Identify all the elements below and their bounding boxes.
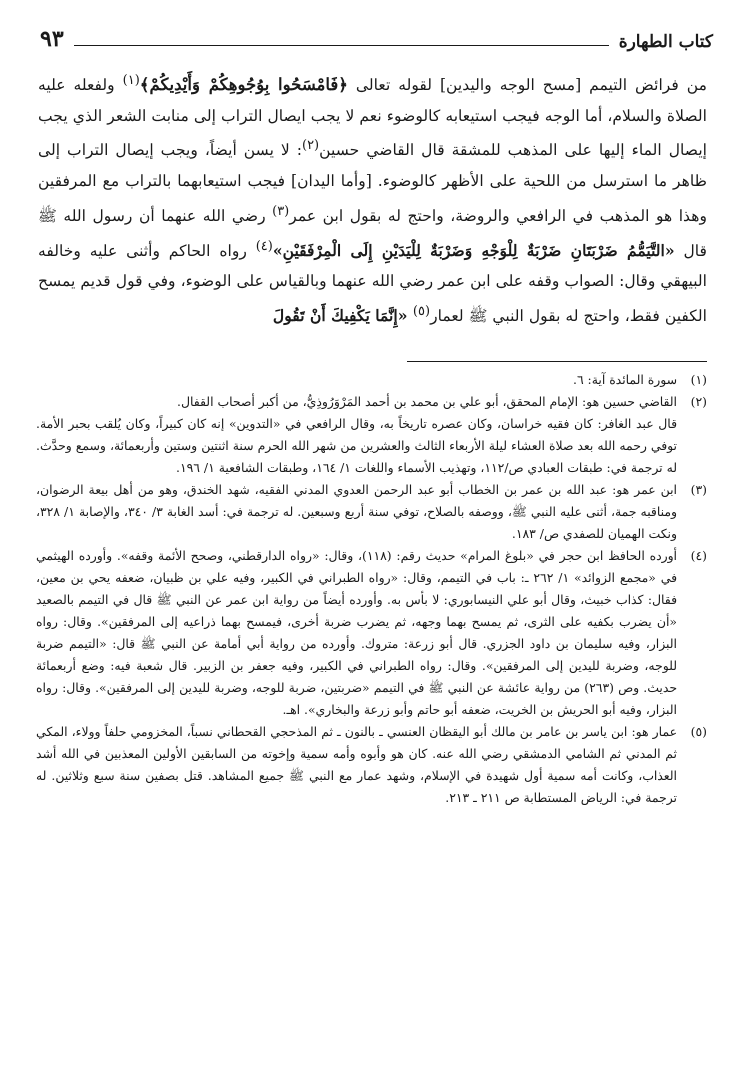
footnote-text: ابن عمر هو: عبد الله بن عمر بن الخطاب أبو عبد الرحمن العدوي المدني الفقيه، شهد الخندق، وهو من أهل بيعة الرضوان، ومناقبه جمة، أثنى عليه النبي ﷺ، ووصفه بالصلاح، توفي سنة أربع وسبعين. له ترجمة في: أسد الغابة ٣/ ٣٤٠، والإصابة ١/ ٣٢٨، ونكت الهميان للصفدي ص/ ١٨٣. <box>36 482 677 541</box>
footnote-number: (٤) <box>690 548 707 563</box>
page-header <box>40 22 713 52</box>
footnote <box>36 545 707 721</box>
footnote-number: (٣) <box>690 482 707 497</box>
footnote-ref[interactable]: (٢) <box>301 138 320 154</box>
main-text <box>38 66 707 332</box>
text-segment: من فرائض التيمم [مسح الوجه واليدين] لقوله تعالى <box>347 76 708 95</box>
footnote-text: سورة المائدة آية: ٦. <box>573 372 677 387</box>
footnote-text: قال عبد الغافر: كان فقيه خراسان، وكان عصره تاريخاً به، وقال الرافعي في «التدوين» إنه كان كبيراً، وكان يُلقب بحبر الأمة. توفي رحمه الله بعد صلاة العشاء ليلة الأربعاء الثالث والعشرين من شهر الله الحرم سنة اثنتين وستين وأربعمائة، وسمع وحدَّث. له ترجمة في: طبقات العبادي ص/١١٢، وتهذيب الأسماء واللغات ١/ ١٦٤، وطبقات الشافعية ١/ ١٩٦. <box>36 416 677 475</box>
text-segment: رواه الحاكم وأثنى عليه وخالفه البيهقي وقال: الصواب وقفه على ابن عمر رضي الله عنهما وبالقياس على الوضوء، وفي قول قديم يمسح الكفين فقط، واحتج له بقول النبي ﷺ لعمار <box>38 241 707 326</box>
text-segment: : لا يسن أيضاً، ويجب إيصال التراب إلى ظاهر ما استرسل من اللحية على الأظهر كالوضوء. [وأما اليدان] فيجب استيعابهما بالتراب مع المرفقين وهذا هو المذهب في الرافعي والروضة، واحتج له بقول ابن عمر <box>38 141 707 225</box>
header-rule <box>74 45 609 46</box>
hadith-quote: «إِنَّمَا يَكْفِيكَ أَنْ تَقُولَ <box>272 306 413 326</box>
footnote-number: (٢) <box>690 394 707 409</box>
page-number: ٩٣ <box>40 26 64 52</box>
quran-verse: ﴿فَامْسَحُوا بِوُجُوهِكُمْ وَأَيْدِيكُمْ﴾ <box>139 75 348 95</box>
footnote-separator <box>407 361 707 362</box>
footnote <box>36 391 707 479</box>
footnote <box>36 369 707 391</box>
footnote <box>36 479 707 545</box>
footnote-text: أورده الحافظ ابن حجر في «بلوغ المرام» حديث رقم: (١١٨)، وقال: «رواه الدارقطني، وصحح الأئمة وقفه». وأورده الهيثمي في «مجمع الزوائد» ١/ ٢٦٢ ـ: باب في التيمم، وقال: «رواه الطبراني في الكبير، وفيه علي بن ظبيان، ضعفه يحي بن معين، فقال: كذاب خبيث، وقال أبو علي النيسابوري: لا بأس به. وأورده أيضاً من رواية ابن عمر عن النبي ﷺ قال في التيمم بالصعيد «أن يضرب بكفيه على الثرى، ثم يمسح بهما وجهه، ثم يضرب ضربة أخرى، فيمسح بهما ذراعيه إلى المرفقين». وقال: رواه البزار، وفيه سليمان بن داود الجزري. قال أبو زرعة: متروك. وأورده من رواية أبي أمامة عن النبي ﷺ قال: «التيمم ضربة للوجه، وضربة لليدين إلى المرفقين». وقال: رواه الطبراني في الكبير، وفيه جعفر بن الزبير. قال شعبة فيه: وضع أربعمائة حديث. وص (٢٦٣) من رواية عائشة عن النبي ﷺ في التيمم «ضربتين، ضربة للوجه، وضربة لليدين إلى المرفقين». وقال: رواه البزار، وفيه أبو الحريش بن الخريت، ضعفه أبو حاتم وأبو زرعة والبخاري». اهـ. <box>36 548 678 717</box>
footnote-text: القاضي حسين هو: الإمام المحقق، أبو علي بن محمد بن أحمد المَرْوَرُوذِيُّ، من أكبر أصحاب القفال. <box>177 394 677 409</box>
text-segment: ولفعله عليه الصلاة والسلام، أما الوجه فيجب استيعابه كالوضوء نعم لا يجب ايصال التراب إلى منابت الشعر الذي يجب إيصال الماء إليها على المذهب للمشقة قال القاضي حسين <box>38 76 707 160</box>
footnote-ref[interactable]: (٤) <box>255 238 273 254</box>
footnotes <box>36 369 707 809</box>
text-segment: رضي الله عنهما أن رسول الله ﷺ قال <box>38 206 707 260</box>
footnote-text: عمار هو: ابن ياسر بن عامر بن مالك أبو اليقظان العنسي ـ بالنون ـ ثم المذحجي القحطاني نسباً، المخزومي حلفاً وولاء، المكي ثم المدني ثم الشامي الدمشقي رضي الله عنه. كان هو وأبوه وأمه سمية وإخوته من السابقين الأولين المعذبين في الله أشد العذاب، وكانت أمه سمية أول شهيدة في الإسلام، وشهد عمار مع النبي ﷺ جميع المشاهد. قتل بصفين سنة سبع وثلاثين. له ترجمة في: الرياض المستطابة ص ٢١١ ـ ٢١٣. <box>36 724 677 805</box>
main-paragraph <box>38 66 707 332</box>
footnote-number: (١) <box>690 372 707 387</box>
footnote-ref[interactable]: (٥) <box>412 303 431 319</box>
hadith-quote: «التَّيَمُّمُ ضَرْبَتَانِ ضَرْبَةٌ لِلْوَجْهِ وَضَرْبَةٌ لِلْيَدَيْنِ إِلَى الْمِرْفَقَيْنِ» <box>272 240 675 260</box>
footnote-number: (٥) <box>690 724 707 739</box>
footnote <box>36 721 707 809</box>
footnote-ref[interactable]: (٣) <box>272 203 290 219</box>
book-title: كتاب الطهارة <box>618 32 713 52</box>
footnote-ref[interactable]: (١) <box>122 73 140 88</box>
